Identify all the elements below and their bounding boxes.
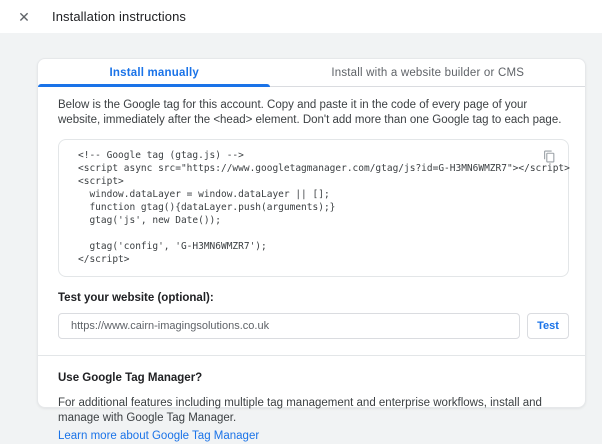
test-website-row (58, 313, 569, 339)
code-line: </script> (78, 254, 130, 265)
tab-install-with-cms-label: Install with a website builder or CMS (331, 66, 525, 79)
code-line: gtag('config', 'G-H3MN6WMZR7'); (78, 241, 267, 252)
tab-bar (38, 59, 585, 87)
code-line: window.dataLayer = window.dataLayer || []; (78, 189, 330, 200)
tab-install-manually-label: Install manually (109, 66, 199, 79)
website-url-input[interactable] (58, 313, 520, 339)
code-line: <script async src="https://www.googletagmanager.com/gtag/js?id=G-H3MN6WMZR7"></script> (78, 163, 570, 174)
tab-install-with-cms[interactable] (270, 59, 585, 86)
gtm-learn-more-link[interactable]: Learn more about Google Tag Manager (58, 430, 260, 442)
dialog-header (0, 0, 602, 34)
gtm-heading: Use Google Tag Manager? (58, 372, 203, 384)
code-line: <!-- Google tag (gtag.js) --> (78, 150, 244, 161)
code-line: <script> (78, 176, 124, 187)
code-line: gtag('js', new Date()); (78, 215, 221, 226)
code-line (78, 227, 528, 240)
installation-card (37, 58, 586, 442)
gtm-section (38, 356, 585, 444)
test-button[interactable]: Test (527, 313, 569, 339)
gtag-code-block (58, 139, 569, 277)
close-icon[interactable]: ✕ (14, 7, 34, 27)
copy-icon[interactable] (538, 145, 560, 167)
manual-install-section (38, 87, 585, 339)
instructions-text: Below is the Google tag for this account. Copy and paste it in the code of every page of your website, immediately after the <head> element. Don't add more than one Google tag to each page. (58, 99, 562, 126)
tab-install-manually[interactable] (38, 59, 270, 86)
gtm-description: For additional features including multiple tag management and enterprise workflows, install and manage with Google Tag Manager. (58, 397, 542, 424)
page-title: Installation instructions (52, 9, 187, 24)
copy-icon-glyph (543, 150, 556, 163)
code-line: function gtag(){dataLayer.push(arguments);} (78, 202, 336, 213)
test-website-label: Test your website (optional): (58, 292, 214, 304)
